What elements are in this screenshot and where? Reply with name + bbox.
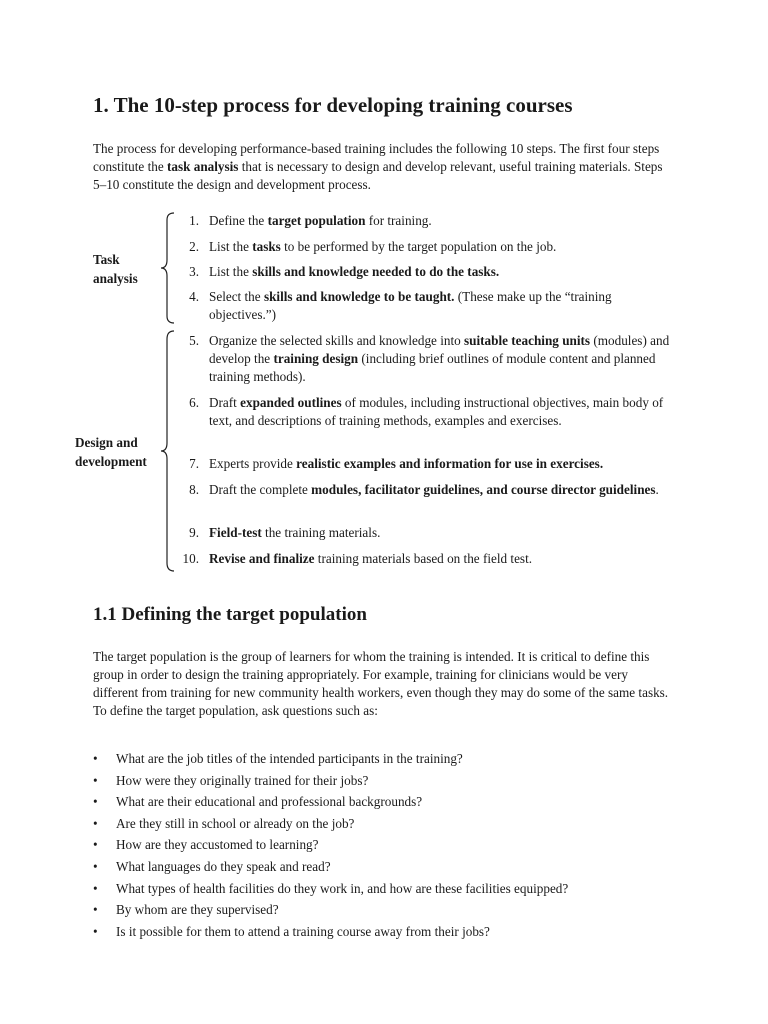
step-text-bold: skills and knowledge to be taught.	[263, 289, 455, 304]
step-text-segment: Organize the selected skills and knowledge into	[209, 333, 465, 348]
step-text	[209, 550, 679, 568]
step-number: 2.	[189, 239, 199, 254]
step-text-segment: of modules, including instructional objectives, main body of text, and descriptions of training methods, examples and exercises.	[209, 395, 664, 428]
question-text: How are they accustomed to learning?	[116, 837, 319, 853]
step-text-bold: target population	[267, 213, 366, 228]
step-number: 6.	[189, 395, 199, 410]
intro-bold-task-analysis: task analysis	[166, 159, 239, 174]
intro-text-2: that is necessary to design and develop relevant, useful training materials. Steps 5–10 constitute the design and development process.	[93, 159, 663, 192]
step-number: 5.	[189, 333, 199, 348]
question-text: By whom are they supervised?	[116, 902, 279, 918]
bullet-icon: •	[93, 837, 98, 853]
bullet-icon: •	[93, 794, 98, 810]
bullet-icon: •	[93, 772, 98, 788]
step-text-segment: (including brief outlines of module content and planned training methods).	[209, 351, 656, 384]
step-text	[209, 288, 679, 324]
step-text-segment: Draft	[209, 395, 241, 410]
step-text-segment: Select the	[209, 289, 264, 304]
page-title: 1. The 10-step process for developing training courses	[93, 93, 573, 117]
step-text-segment: training materials based on the field test.	[314, 551, 533, 566]
step-text-bold: modules, facilitator guidelines, and course director guidelines	[311, 482, 656, 497]
step-number: 4.	[189, 289, 199, 304]
step-text-segment: List the	[209, 239, 253, 254]
brace-design-development	[160, 330, 176, 572]
target-population-paragraph: The target population is the group of learners for whom the training is intended. It is critical to define this group in order to design the training appropriately. For example, training for clinicians would be very different from training for new community health workers, even though they may do some of the same tasks. To define the target population, ask questions such as:	[93, 649, 669, 718]
step-number: 9.	[189, 525, 199, 540]
step-text-segment: List the	[209, 264, 253, 279]
step-text-segment: .	[655, 482, 659, 497]
step-text-segment: for training.	[365, 213, 432, 228]
question-text: What types of health facilities do they work in, and how are these facilities equipped?	[116, 880, 569, 896]
step-text	[209, 263, 679, 281]
step-text-bold: tasks	[252, 239, 281, 254]
step-text-bold: expanded outlines	[240, 395, 342, 410]
bullet-icon: •	[93, 815, 98, 831]
step-text-bold: training design	[273, 351, 359, 366]
step-text	[209, 332, 679, 386]
step-number: 10.	[182, 551, 199, 566]
bullet-icon: •	[93, 858, 98, 874]
question-text: What are the job titles of the intended participants in the training?	[116, 751, 463, 766]
step-text-segment: (modules) and develop the	[209, 333, 670, 366]
question-text: How were they originally trained for their jobs?	[116, 772, 369, 788]
step-text-segment: (These make up the “training objectives.”)	[209, 289, 612, 322]
step-number: 8.	[189, 482, 199, 497]
step-text-segment: Experts provide	[209, 456, 297, 471]
question-text: Is it possible for them to attend a training course away from their jobs?	[116, 923, 490, 939]
step-text	[209, 524, 679, 542]
step-text-bold: realistic examples and information for use in exercises.	[296, 456, 604, 471]
step-text	[209, 481, 679, 499]
question-text: What languages do they speak and read?	[116, 858, 331, 874]
section-title: 1.1 Defining the target population	[93, 604, 367, 625]
bullet-icon: •	[93, 880, 98, 896]
question-text: Are they still in school or already on the job?	[116, 815, 355, 831]
step-text-segment: Define the	[209, 213, 268, 228]
bullet-icon: •	[93, 751, 98, 766]
step-text	[209, 394, 679, 430]
step-text-bold: Revise and finalize	[209, 551, 315, 566]
step-text-segment: Draft the complete	[209, 482, 312, 497]
intro-text-1: The process for developing performance-based training includes the following 10 steps. The first four steps constitute the	[93, 141, 660, 174]
step-text	[209, 212, 679, 230]
bullet-icon: •	[93, 902, 98, 918]
step-text	[209, 455, 679, 473]
bullet-icon: •	[93, 923, 98, 939]
step-text-bold: skills and knowledge needed to do the tasks.	[252, 264, 500, 279]
question-text: What are their educational and professional backgrounds?	[116, 794, 423, 810]
step-number: 7.	[189, 456, 199, 471]
step-text	[209, 238, 679, 256]
step-number: 1.	[189, 213, 199, 228]
step-text-segment: to be performed by the target population on the job.	[280, 239, 557, 254]
step-text-bold: suitable teaching units	[464, 333, 591, 348]
intro-paragraph	[93, 140, 673, 194]
group-label-task-analysis: Task analysis	[93, 252, 138, 286]
brace-task-analysis	[160, 212, 176, 324]
step-number: 3.	[189, 264, 199, 279]
step-text-segment: the training materials.	[261, 525, 381, 540]
step-text-bold: Field-test	[209, 525, 262, 540]
group-label-design-development: Design and development	[75, 435, 147, 469]
